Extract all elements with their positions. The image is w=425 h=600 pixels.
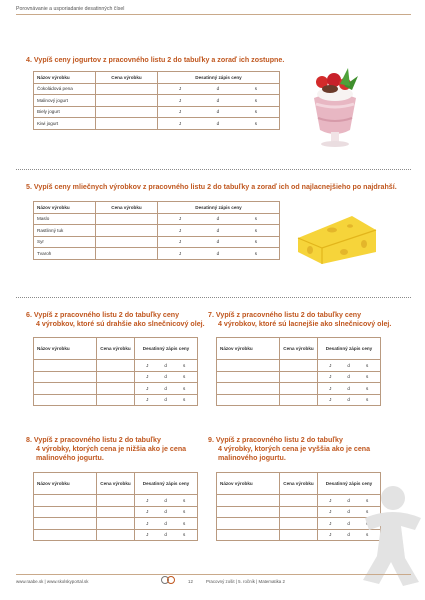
unit-label: d [216, 227, 220, 233]
unit-label: s [183, 374, 186, 380]
unit-label: J [178, 250, 182, 256]
unit-label: d [216, 120, 220, 126]
unit-label: J [146, 520, 149, 526]
unit-label: s [254, 250, 257, 256]
col-header-price: Cena výrobku [96, 202, 158, 214]
price-cell[interactable] [97, 506, 135, 518]
price-cell[interactable] [280, 371, 318, 383]
col-header-decimal: Desatinný zápis ceny [318, 473, 381, 495]
product-name: Tvaroh [34, 248, 96, 260]
publisher-logo-icon [161, 575, 175, 585]
unit-label: J [329, 397, 332, 403]
unit-label: J [146, 497, 149, 503]
table-row [217, 371, 381, 383]
unit-label: d [216, 109, 220, 115]
col-header-price: Cena výrobku [97, 473, 135, 495]
unit-label: s [366, 532, 369, 538]
task-5-number: 5. [26, 183, 32, 191]
table-row [34, 248, 280, 260]
price-cell[interactable] [280, 506, 318, 518]
price-cell[interactable] [96, 236, 158, 248]
task-7-line-2: 4 výrobkov, ktoré sú lacnejšie ako slnečnicový olej. [218, 320, 392, 329]
unit-label: d [164, 509, 167, 515]
table-row [34, 495, 198, 507]
unit-label: s [366, 362, 369, 368]
unit-label: s [254, 120, 257, 126]
task-8-heading [26, 436, 186, 464]
product-name: Rastlinný tuk [34, 225, 96, 237]
decimal-cell[interactable] [158, 248, 280, 260]
name-cell[interactable] [34, 383, 97, 395]
unit-label: J [329, 509, 332, 515]
price-cell[interactable] [96, 83, 158, 95]
task-4-text: Vypíš ceny jogurtov z pracovného listu 2 do tabuľky a zoraď ich zostupne. [33, 56, 285, 64]
page-header: Porovnávanie a usporiadanie desatinných čísel [16, 6, 125, 12]
task-8-number: 8. [26, 436, 32, 444]
unit-label: J [178, 120, 182, 126]
unit-label: J [178, 239, 182, 245]
task-7-table [216, 337, 381, 406]
table-row [34, 383, 198, 395]
price-cell[interactable] [280, 394, 318, 406]
decimal-cell[interactable] [135, 394, 198, 406]
unit-label: d [347, 509, 350, 515]
task-6-line-2: 4 výrobkov, ktoré sú drahšie ako slnečnicový olej. [36, 320, 205, 329]
price-cell[interactable] [96, 213, 158, 225]
col-header-decimal: Desatinný zápis ceny [158, 202, 280, 214]
task-4-number: 4. [26, 56, 32, 64]
page-number: 12 [188, 579, 193, 584]
unit-label: s [254, 97, 257, 103]
col-header-decimal: Desatinný zápis ceny [135, 473, 198, 495]
name-cell[interactable] [34, 518, 97, 530]
unit-label: d [216, 239, 220, 245]
name-cell[interactable] [34, 360, 97, 372]
unit-label: s [183, 509, 186, 515]
decimal-cell[interactable] [158, 225, 280, 237]
unit-label: J [146, 509, 149, 515]
footer-workbook-info: Pracovný zošit | 5. ročník | Matematika 2 [206, 579, 285, 584]
col-header-name: Názov výrobku [34, 202, 96, 214]
price-cell[interactable] [97, 394, 135, 406]
price-cell[interactable] [280, 383, 318, 395]
unit-label: s [254, 216, 257, 222]
yogurt-dessert-illustration [300, 60, 370, 150]
decimal-cell[interactable] [158, 95, 280, 107]
table-row [34, 529, 198, 541]
unit-label: J [329, 385, 332, 391]
unit-label: s [366, 385, 369, 391]
section-divider [16, 297, 411, 298]
price-cell[interactable] [97, 518, 135, 530]
unit-label: d [164, 497, 167, 503]
unit-label: d [347, 532, 350, 538]
col-header-name: Názov výrobku [34, 72, 96, 84]
unit-label: J [146, 385, 149, 391]
unit-label: s [183, 397, 186, 403]
unit-label: J [329, 362, 332, 368]
price-cell[interactable] [96, 95, 158, 107]
task-8-line-1: Vypíš z pracovného listu 2 do tabuľky [33, 436, 161, 444]
task-8-table [33, 472, 198, 541]
decimal-cell[interactable] [158, 106, 280, 118]
name-cell[interactable] [217, 360, 280, 372]
table-row [34, 371, 198, 383]
table-row [34, 83, 280, 95]
decimal-cell[interactable] [135, 495, 198, 507]
decimal-cell[interactable] [158, 118, 280, 130]
task-8-line-3: malinového jogurtu. [36, 454, 104, 463]
col-header-price: Cena výrobku [97, 338, 135, 360]
name-cell[interactable] [217, 506, 280, 518]
price-cell[interactable] [280, 495, 318, 507]
unit-label: s [183, 520, 186, 526]
task-7-heading [208, 311, 391, 329]
table-row [34, 236, 280, 248]
price-cell[interactable] [280, 529, 318, 541]
decorative-figure-illustration [345, 478, 425, 588]
decimal-cell[interactable] [135, 529, 198, 541]
name-cell[interactable] [34, 371, 97, 383]
unit-label: d [164, 362, 167, 368]
product-name: Čokoládová pena [34, 83, 96, 95]
unit-label: d [347, 397, 350, 403]
unit-label: d [164, 374, 167, 380]
unit-label: J [178, 227, 182, 233]
price-cell[interactable] [97, 360, 135, 372]
name-cell[interactable] [217, 518, 280, 530]
unit-label: s [254, 86, 257, 92]
unit-label: J [146, 397, 149, 403]
task-7-line-1: Vypíš z pracovného listu 2 do tabuľky ceny [215, 311, 362, 319]
col-header-decimal: Desatinný zápis ceny [318, 338, 381, 360]
unit-label: s [183, 532, 186, 538]
name-cell[interactable] [34, 506, 97, 518]
product-name: Maslo [34, 213, 96, 225]
task-9-line-1: Vypíš z pracovného listu 2 do tabuľky [215, 436, 343, 444]
unit-label: d [347, 497, 350, 503]
col-header-name: Názov výrobku [34, 338, 97, 360]
unit-label: s [254, 227, 257, 233]
task-7-number: 7. [208, 311, 214, 319]
decimal-cell[interactable] [135, 506, 198, 518]
price-cell[interactable] [97, 383, 135, 395]
unit-label: s [366, 397, 369, 403]
unit-label: s [183, 497, 186, 503]
task-8-line-2: 4 výrobky, ktorých cena je nižšia ako je cena [36, 445, 187, 454]
unit-label: s [366, 497, 369, 503]
unit-label: d [164, 532, 167, 538]
task-9-number: 9. [208, 436, 214, 444]
col-header-name: Názov výrobku [217, 338, 280, 360]
col-header-price: Cena výrobku [280, 338, 318, 360]
product-name: Syr [34, 236, 96, 248]
price-cell[interactable] [97, 371, 135, 383]
price-cell[interactable] [96, 225, 158, 237]
product-name: Biely jogurt [34, 106, 96, 118]
unit-label: s [366, 509, 369, 515]
unit-label: d [164, 385, 167, 391]
table-row [34, 213, 280, 225]
table-row [34, 118, 280, 130]
decimal-cell[interactable] [158, 213, 280, 225]
task-6-heading [26, 311, 205, 329]
unit-label: J [329, 520, 332, 526]
table-row [217, 394, 381, 406]
price-cell[interactable] [96, 118, 158, 130]
decimal-cell[interactable] [158, 236, 280, 248]
cheese-illustration [292, 208, 382, 268]
table-row [34, 506, 198, 518]
decimal-cell[interactable] [135, 518, 198, 530]
price-cell[interactable] [97, 529, 135, 541]
col-header-decimal: Desatinný zápis ceny [158, 72, 280, 84]
decimal-cell[interactable] [158, 83, 280, 95]
task-6-line-1: Vypíš z pracovného listu 2 do tabuľky ceny [33, 311, 180, 319]
decimal-cell[interactable] [135, 371, 198, 383]
name-cell[interactable] [217, 371, 280, 383]
unit-label: s [254, 109, 257, 115]
unit-label: d [347, 520, 350, 526]
task-9-line-3: malinového jogurtu. [218, 454, 286, 463]
task-4-heading [26, 56, 284, 65]
table-row [34, 518, 198, 530]
section-divider [16, 169, 411, 170]
unit-label: J [146, 362, 149, 368]
task-9-heading [208, 436, 370, 464]
table-row [34, 394, 198, 406]
name-cell[interactable] [34, 529, 97, 541]
unit-label: s [183, 362, 186, 368]
unit-label: J [178, 97, 182, 103]
product-name: Malinový jogurt [34, 95, 96, 107]
task-5-table [33, 201, 280, 260]
header-divider [16, 14, 411, 15]
decimal-cell[interactable] [318, 360, 381, 372]
unit-label: J [178, 109, 182, 115]
table-row [217, 383, 381, 395]
unit-label: s [366, 374, 369, 380]
decimal-cell[interactable] [318, 371, 381, 383]
unit-label: d [347, 385, 350, 391]
decimal-cell[interactable] [135, 383, 198, 395]
table-row [34, 360, 198, 372]
unit-label: d [216, 216, 220, 222]
table-row [217, 360, 381, 372]
task-9-line-2: 4 výrobky, ktorých cena je vyššia ako je cena [218, 445, 371, 454]
name-cell[interactable] [34, 495, 97, 507]
task-6-table [33, 337, 198, 406]
task-5-heading [26, 183, 397, 192]
unit-label: J [329, 374, 332, 380]
name-cell[interactable] [217, 529, 280, 541]
footer-websites: www.raabe.sk | www.skolskyportal.sk [16, 579, 89, 584]
unit-label: J [178, 86, 182, 92]
unit-label: d [164, 397, 167, 403]
unit-label: d [216, 86, 220, 92]
price-cell[interactable] [96, 106, 158, 118]
unit-label: d [216, 250, 220, 256]
footer-divider [16, 574, 411, 575]
task-6-number: 6. [26, 311, 32, 319]
decimal-cell[interactable] [135, 360, 198, 372]
unit-label: d [347, 362, 350, 368]
product-name: Kiwi jogurt [34, 118, 96, 130]
unit-label: J [146, 374, 149, 380]
task-4-table [33, 71, 280, 130]
name-cell[interactable] [34, 394, 97, 406]
col-header-name: Názov výrobku [217, 473, 280, 495]
col-header-price: Cena výrobku [96, 72, 158, 84]
decimal-cell[interactable] [318, 383, 381, 395]
col-header-price: Cena výrobku [280, 473, 318, 495]
decimal-cell[interactable] [318, 394, 381, 406]
unit-label: d [347, 374, 350, 380]
unit-label: s [254, 239, 257, 245]
col-header-name: Názov výrobku [34, 473, 97, 495]
table-row [34, 95, 280, 107]
task-5-text: Vypíš ceny mliečnych výrobkov z pracovného listu 2 do tabuľky a zoraď ich od najlacnejšieho po najdrahší. [33, 183, 397, 191]
unit-label: d [164, 520, 167, 526]
unit-label: J [178, 216, 182, 222]
unit-label: J [329, 532, 332, 538]
unit-label: d [216, 97, 220, 103]
unit-label: J [329, 497, 332, 503]
price-cell[interactable] [280, 518, 318, 530]
price-cell[interactable] [280, 360, 318, 372]
price-cell[interactable] [97, 495, 135, 507]
table-row [34, 225, 280, 237]
price-cell[interactable] [96, 248, 158, 260]
name-cell[interactable] [217, 394, 280, 406]
unit-label: J [146, 532, 149, 538]
name-cell[interactable] [217, 495, 280, 507]
table-row [34, 106, 280, 118]
name-cell[interactable] [217, 383, 280, 395]
col-header-decimal: Desatinný zápis ceny [135, 338, 198, 360]
unit-label: s [183, 385, 186, 391]
